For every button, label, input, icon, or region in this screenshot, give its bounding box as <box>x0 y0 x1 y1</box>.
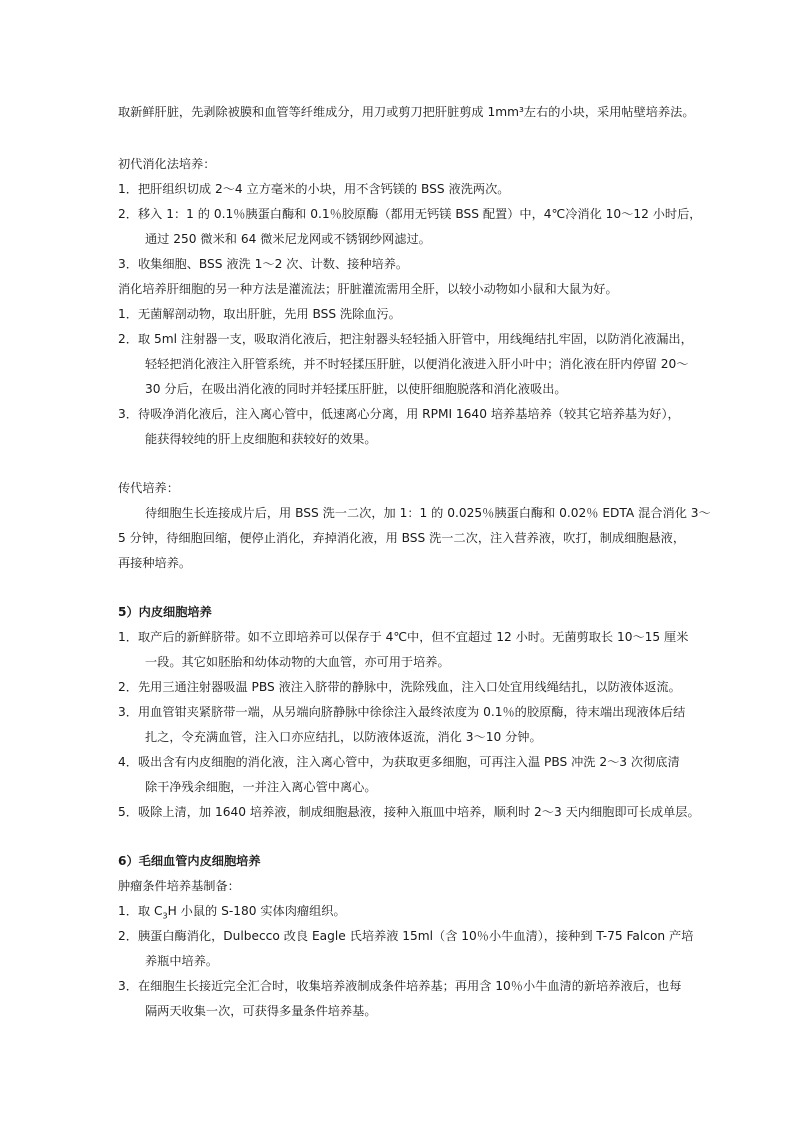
list-item: 2．先用三通注射器吸温 PBS 液注入脐带的静脉中，洗除残血，注入口处宜用线绳结扎，以防液体返流。 <box>118 680 681 694</box>
list-item: 3．用血管钳夹紧脐带一端，从另端向脐静脉中徐徐注入最终浓度为 0.1％的胶原酶，待末端出现液体后结 <box>118 705 686 719</box>
step-suffix: H 小鼠的 S-180 实体肉瘤组织。 <box>167 904 346 918</box>
step-prefix: 1．取 C <box>118 904 163 918</box>
list-item-continuation: 30 分后，在吸出消化液的同时并轻揉压肝脏，以使肝细胞脱落和消化液吸出。 <box>145 382 567 396</box>
section-6-heading: 6）毛细血管内皮细胞培养 <box>118 854 261 868</box>
list-item: 3．收集细胞、BSS 液洗 1～2 次、计数、接种培养。 <box>118 257 409 271</box>
list-item <box>118 903 346 919</box>
primary-digestion-heading: 初代消化法培养： <box>118 157 216 171</box>
list-item: 1．无菌解剖动物，取出肝脏，先用 BSS 洗除血污。 <box>118 307 401 321</box>
list-item: 5．吸除上清，加 1640 培养液，制成细胞悬液，接种入瓶皿中培养，顺利时 2～3 天内细胞即可长成单层。 <box>118 805 700 819</box>
section-5-heading: 5）内皮细胞培养 <box>118 605 212 619</box>
list-item: 2．取 5ml 注射器一支，吸取消化液后，把注射器头轻轻插入肝管中，用线绳结扎牢固，以防消化液漏出， <box>118 332 693 346</box>
list-item-continuation: 隔两天收集一次，可获得多量条件培养基。 <box>145 1004 377 1018</box>
list-item-continuation: 除干净残余细胞，一并注入离心管中离心。 <box>145 780 377 794</box>
list-item: 3．待吸净消化液后，注入离心管中，低速离心分离，用 RPMI 1640 培养基培养（较其它培养基为好）， <box>118 407 680 421</box>
list-item-continuation: 轻轻把消化液注入肝管系统，并不时轻揉压肝脏，以便消化液进入肝小叶中；消化液在肝内停留 20～ <box>145 357 689 371</box>
list-item: 1．取产后的新鲜脐带。如不立即培养可以保存于 4℃中，但不宜超过 12 小时。无菌剪取长 10～15 厘米 <box>118 630 689 644</box>
list-item: 2．移入 1：1 的 0.1％胰蛋白酶和 0.1％胶原酶（都用无钙镁 BSS 配置）中，4℃冷消化 10～12 小时后， <box>118 207 702 221</box>
subculture-paragraph-line: 再接种培养。 <box>118 556 192 570</box>
list-item-continuation: 通过 250 微米和 64 微米尼龙网或不锈钢纱网滤过。 <box>145 232 431 246</box>
list-item: 4．吸出含有内皮细胞的消化液，注入离心管中，为获取更多细胞，可再注入温 PBS 冲洗 2～3 次彻底清 <box>118 755 680 769</box>
perfusion-intro: 消化培养肝细胞的另一种方法是灌流法；肝脏灌流需用全肝，以较小动物如小鼠和大鼠为好。 <box>118 282 618 296</box>
subscript: 3 <box>162 911 168 921</box>
subculture-paragraph-line: 5 分钟，待细胞回缩，便停止消化，弃掉消化液，用 BSS 洗一二次，注入营养液，吹打，制成细胞悬液， <box>118 531 686 545</box>
list-item-continuation: 扎之，令充满血管，注入口亦应结扎，以防液体返流，消化 3～10 分钟。 <box>145 730 542 744</box>
list-item: 1．把肝组织切成 2～4 立方毫米的小块，用不含钙镁的 BSS 液洗两次。 <box>118 182 510 196</box>
intro-paragraph: 取新鲜肝脏，先剥除被膜和血管等纤维成分，用刀或剪刀把肝脏剪成 1mm³左右的小块，采用帖壁培养法。 <box>118 105 695 119</box>
list-item-continuation: 一段。其它如胚胎和幼体动物的大血管，亦可用于培养。 <box>145 655 450 669</box>
list-item: 2．胰蛋白酶消化，Dulbecco 改良 Eagle 氏培养液 15ml（含 10％小牛血清），接种到 T-75 Falcon 产培 <box>118 929 694 943</box>
list-item-continuation: 养瓶中培养。 <box>145 954 219 968</box>
list-item-continuation: 能获得较纯的肝上皮细胞和获较好的效果。 <box>145 432 377 446</box>
subculture-heading: 传代培养： <box>118 481 179 495</box>
list-item: 3．在细胞生长接近完全汇合时，收集培养液制成条件培养基；再用含 10％小牛血清的新培养液后，也每 <box>118 979 682 993</box>
section-6-subheading: 肿瘤条件培养基制备： <box>118 879 240 893</box>
subculture-paragraph-line: 待细胞生长连接成片后，用 BSS 洗一二次，加 1：1 的 0.025％胰蛋白酶和 0.02％ EDTA 混合消化 3～ <box>145 506 711 520</box>
